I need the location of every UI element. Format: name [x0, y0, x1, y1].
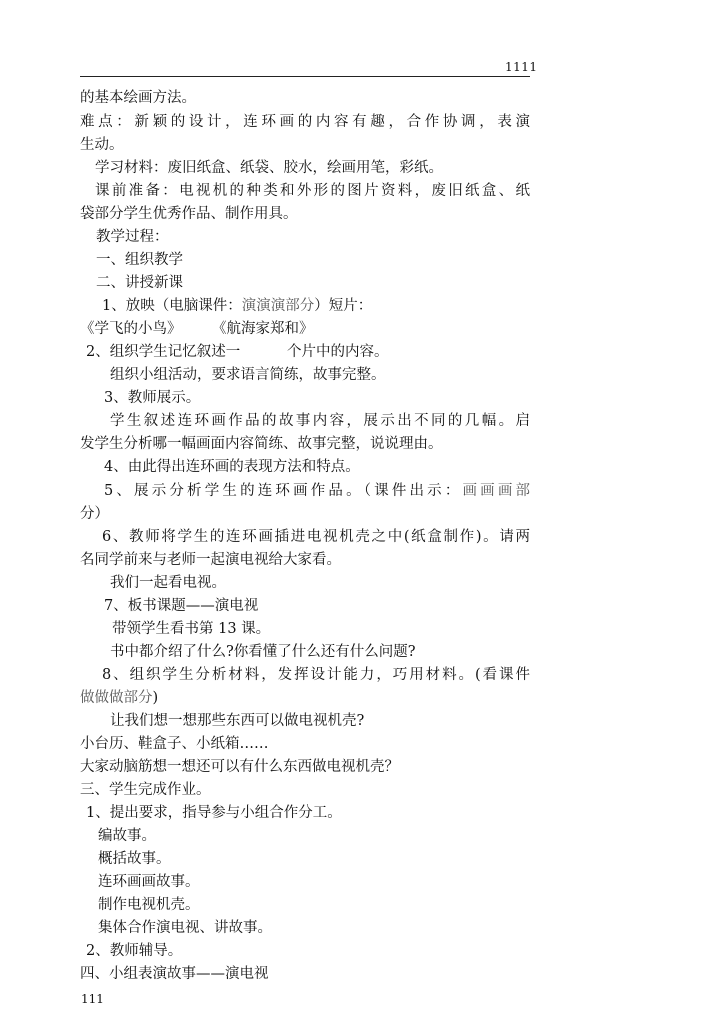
- body-line: 难点：新颖的设计，连环画的内容有趣，合作协调，表演: [80, 114, 530, 130]
- header-page-number: 1111: [505, 60, 538, 74]
- body-line: 8、组织学生分析材料，发挥设计能力，巧用材料。(看课件: [102, 667, 530, 683]
- placeholder-text: 画画画部: [462, 483, 531, 499]
- header-divider: [80, 76, 530, 77]
- body-line: 《航海家郑和》: [212, 321, 314, 337]
- body-line: 名同学前来与老师一起演电视给大家看。: [80, 552, 341, 568]
- placeholder-text: 做做做部分: [80, 690, 153, 706]
- body-line: 分）: [80, 506, 109, 522]
- body-line: 4、由此得出连环画的表现方法和特点。: [104, 459, 360, 475]
- body-line: 连环画画故事。: [98, 874, 200, 890]
- body-line: 四、小组表演故事——演电视: [80, 966, 269, 982]
- body-line: 一、组织教学: [96, 252, 183, 268]
- body-line: 学生叙述连环画作品的故事内容，展示出不同的几幅。启: [110, 413, 530, 429]
- body-line: 6、教师将学生的连环画插进电视机壳之中(纸盒制作)。请两: [102, 529, 530, 545]
- body-line: 小台历、鞋盒子、小纸箱……: [80, 736, 269, 752]
- body-line: 7、板书课题——演电视: [104, 598, 259, 614]
- body-line: [102, 296, 372, 316]
- body-line: 带领学生看书第 13 课。: [112, 621, 271, 637]
- body-line: 我们一起看电视。: [110, 575, 226, 591]
- body-line: 组织小组活动，要求语言简练，故事完整。: [110, 367, 386, 383]
- body-line: 的基本绘画方法。: [80, 90, 196, 106]
- body-text: ）短片：: [314, 298, 373, 314]
- body-line: 3、教师展示。: [104, 390, 201, 406]
- body-line: 三、学生完成作业。: [80, 782, 211, 798]
- body-line: 大家动脑筋想一想还可以有什么东西做电视机壳？: [80, 759, 399, 775]
- body-line: 课前准备：电视机的种类和外形的图片资料，废旧纸盒、纸: [95, 183, 530, 199]
- body-line: 学习材料：废旧纸盒、纸袋、胶水，绘画用笔，彩纸。: [95, 160, 443, 176]
- body-line: [80, 688, 158, 708]
- body-text: ): [152, 690, 159, 706]
- body-line: 制作电视机壳。: [98, 897, 200, 913]
- body-line: 概括故事。: [98, 851, 171, 867]
- body-line: 集体合作演电视、讲故事。: [98, 920, 272, 936]
- body-line: 书中都介绍了什么?你看懂了什么还有什么问题?: [110, 644, 416, 660]
- body-line: 教学过程：: [96, 229, 169, 245]
- footer-page-number: 111: [81, 992, 104, 1006]
- body-line: 2、组织学生记忆叙述一: [86, 344, 241, 360]
- body-line: 个片中的内容。: [287, 344, 389, 360]
- body-line: 1、提出要求，指导参与小组合作分工。: [86, 805, 342, 821]
- body-line: 《学飞的小鸟》: [80, 321, 182, 337]
- body-line: 让我们想一想那些东西可以做电视机壳?: [110, 713, 365, 729]
- body-text: 5、展示分析学生的连环画作品。（课件出示：: [104, 483, 463, 499]
- body-line: 2、教师辅导。: [86, 943, 183, 959]
- placeholder-text: 演演演部分: [241, 298, 315, 314]
- body-line: 生动。: [80, 137, 124, 153]
- body-line: [104, 481, 530, 501]
- body-line: 编故事。: [98, 828, 156, 844]
- body-line: 袋部分学生优秀作品、制作用具。: [80, 206, 298, 222]
- body-line: 二、讲授新课: [96, 275, 183, 291]
- body-line: 发学生分析哪一幅画面内容简练、故事完整，说说理由。: [80, 436, 443, 452]
- body-text: 1、放映（电脑课件：: [102, 298, 242, 314]
